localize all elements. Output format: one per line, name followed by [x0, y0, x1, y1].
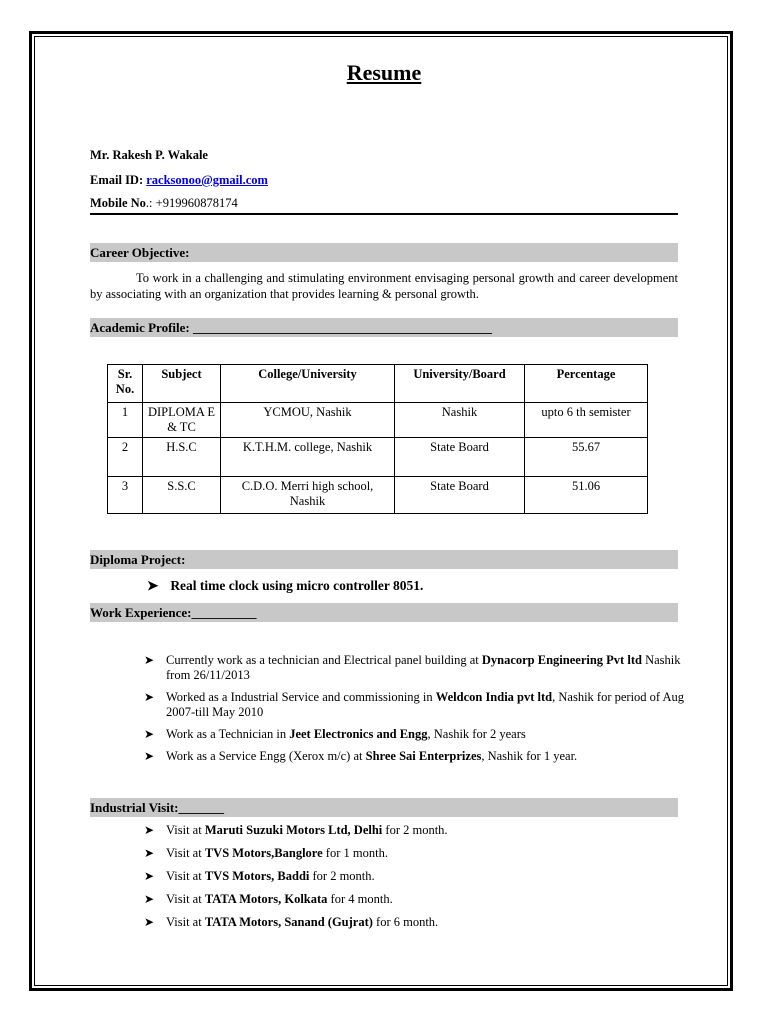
list-item: ➤ Visit at TATA Motors, Kolkata for 4 month. [144, 892, 393, 906]
list-item: ➤ Work as a Service Engg (Xerox m/c) at Shree Sai Enterprizes, Nashik for 1 year. [144, 749, 578, 763]
arrow-bullet-icon: ➤ [144, 846, 155, 860]
table-header-row [108, 365, 648, 403]
arrow-bullet-icon: ➤ [144, 727, 155, 741]
career-objective-heading: Career Objective: [90, 243, 678, 262]
table-row: 1 DIPLOMA E & TC YCMOU, Nashik Nashik upto 6 th semister [108, 403, 648, 438]
mobile-number: +919960878174 [155, 196, 238, 210]
career-objective-text: To work in a challenging and stimulating environment envisaging personal growth and career development by associating with an organization that provides learning & personal growth. [90, 271, 678, 301]
email-link[interactable]: racksonoo@gmail.com [146, 173, 268, 187]
table-row: 2 H.S.C K.T.H.M. college, Nashik State Board 55.67 [108, 438, 648, 477]
arrow-bullet-icon: ➤ [144, 915, 155, 929]
list-item: ➤ Visit at Maruti Suzuki Motors Ltd, Delhi for 2 month. [144, 823, 448, 837]
arrow-bullet-icon: ➤ [147, 578, 159, 593]
work-experience-heading: Work Experience:__________ [90, 603, 678, 622]
arrow-bullet-icon: ➤ [144, 892, 155, 906]
list-item: ➤ Currently work as a technician and Electrical panel building at Dynacorp Engineering Pvt ltd Nashik from 26/11/2013 [144, 653, 681, 682]
resume-title: Resume [346, 60, 422, 85]
arrow-bullet-icon: ➤ [144, 690, 155, 704]
col-header: Subject [143, 365, 221, 403]
col-header: Sr. No. [108, 365, 143, 403]
arrow-bullet-icon: ➤ [144, 653, 155, 667]
academic-profile-heading: Academic Profile: ______________________________________________ [90, 318, 678, 337]
list-item: ➤ Visit at TVS Motors,Banglore for 1 month. [144, 846, 388, 860]
col-header: University/Board [395, 365, 525, 403]
work-experience-list [144, 653, 686, 771]
list-item: ➤ Worked as a Industrial Service and commissioning in Weldcon India pvt ltd, Nashik for period of Aug 2007-till May 2010 [144, 690, 685, 719]
arrow-bullet-icon: ➤ [144, 823, 155, 837]
list-item: ➤ Work as a Technician in Jeet Electronics and Engg, Nashik for 2 years [144, 727, 526, 741]
col-header: Percentage [525, 365, 648, 403]
diploma-project-item: ➤ Real time clock using micro controller 8051. [147, 578, 424, 593]
email-line [90, 173, 268, 188]
academic-table [107, 364, 648, 514]
col-header: College/University [221, 365, 395, 403]
arrow-bullet-icon: ➤ [144, 869, 155, 883]
candidate-name: Mr. Rakesh P. Wakale [90, 148, 208, 162]
industrial-visit-list [144, 823, 686, 938]
arrow-bullet-icon: ➤ [144, 749, 155, 763]
list-item: ➤ Visit at TATA Motors, Sanand (Gujrat) for 6 month. [144, 915, 439, 929]
industrial-visit-heading: Industrial Visit:_______ [90, 798, 678, 817]
diploma-project-heading: Diploma Project: [90, 550, 678, 569]
mobile-label: Mobile No [90, 196, 146, 210]
email-label: Email ID: [90, 173, 144, 187]
header-rule [90, 213, 678, 215]
list-item: ➤ Visit at TVS Motors, Baddi for 2 month. [144, 869, 375, 883]
mobile-line: Mobile No.: +919960878174 [90, 196, 238, 210]
table-row: 3 S.S.C C.D.O. Merri high school, Nashik State Board 51.06 [108, 477, 648, 514]
